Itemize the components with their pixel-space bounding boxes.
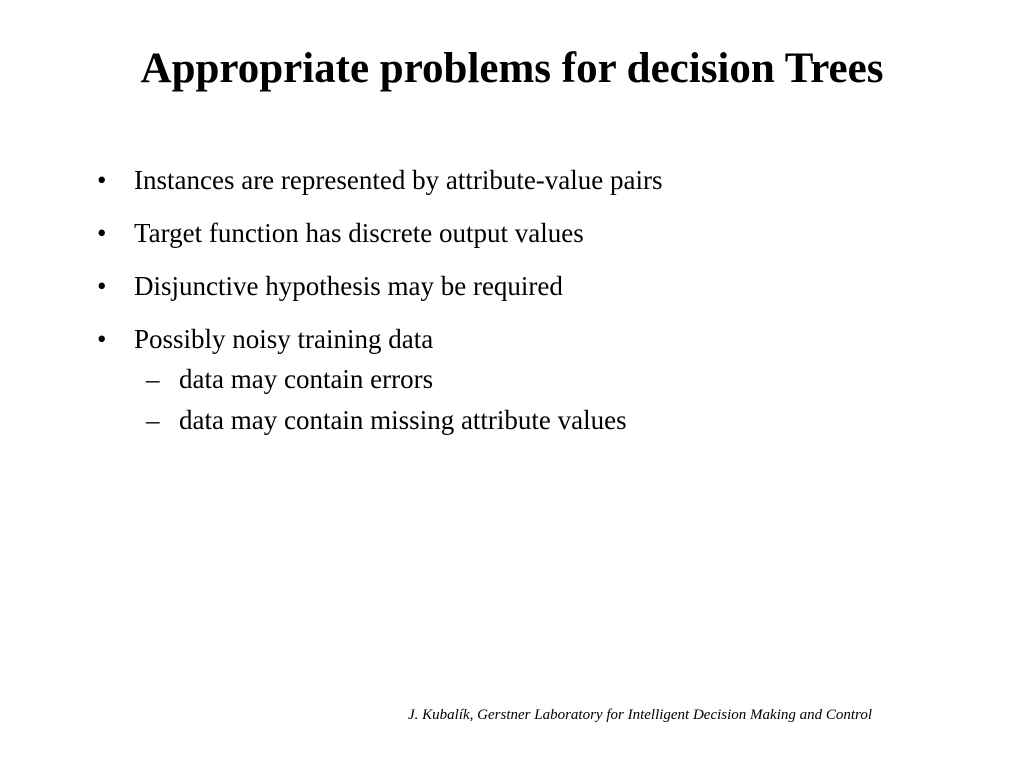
bullet-item xyxy=(97,266,957,306)
bullet-text: Disjunctive hypothesis may be required xyxy=(134,271,563,301)
bullet-marker: • xyxy=(97,324,107,354)
slide-footer: J. Kubalík, Gerstner Laboratory for Intelligent Decision Making and Control xyxy=(408,707,872,723)
sub-bullet-text: data may contain errors xyxy=(179,364,434,394)
bullet-text: Instances are represented by attribute-value pairs xyxy=(134,165,663,195)
bullet-marker: • xyxy=(97,218,107,248)
slide-title: Appropriate problems for decision Trees xyxy=(140,45,884,92)
sub-bullet-item xyxy=(134,400,957,441)
bullet-text: Possibly noisy training data xyxy=(134,324,434,354)
sub-bullet-list xyxy=(134,359,957,441)
bullet-marker: • xyxy=(97,271,107,301)
bullet-item xyxy=(97,319,957,441)
bullet-item xyxy=(97,160,957,200)
bullet-list xyxy=(97,160,957,454)
sub-bullet-marker: – xyxy=(146,405,160,435)
sub-bullet-item xyxy=(134,359,957,400)
bullet-marker: • xyxy=(97,165,107,195)
sub-bullet-marker: – xyxy=(146,364,160,394)
bullet-text: Target function has discrete output values xyxy=(134,218,584,248)
sub-bullet-text: data may contain missing attribute values xyxy=(179,405,627,435)
bullet-item xyxy=(97,213,957,253)
